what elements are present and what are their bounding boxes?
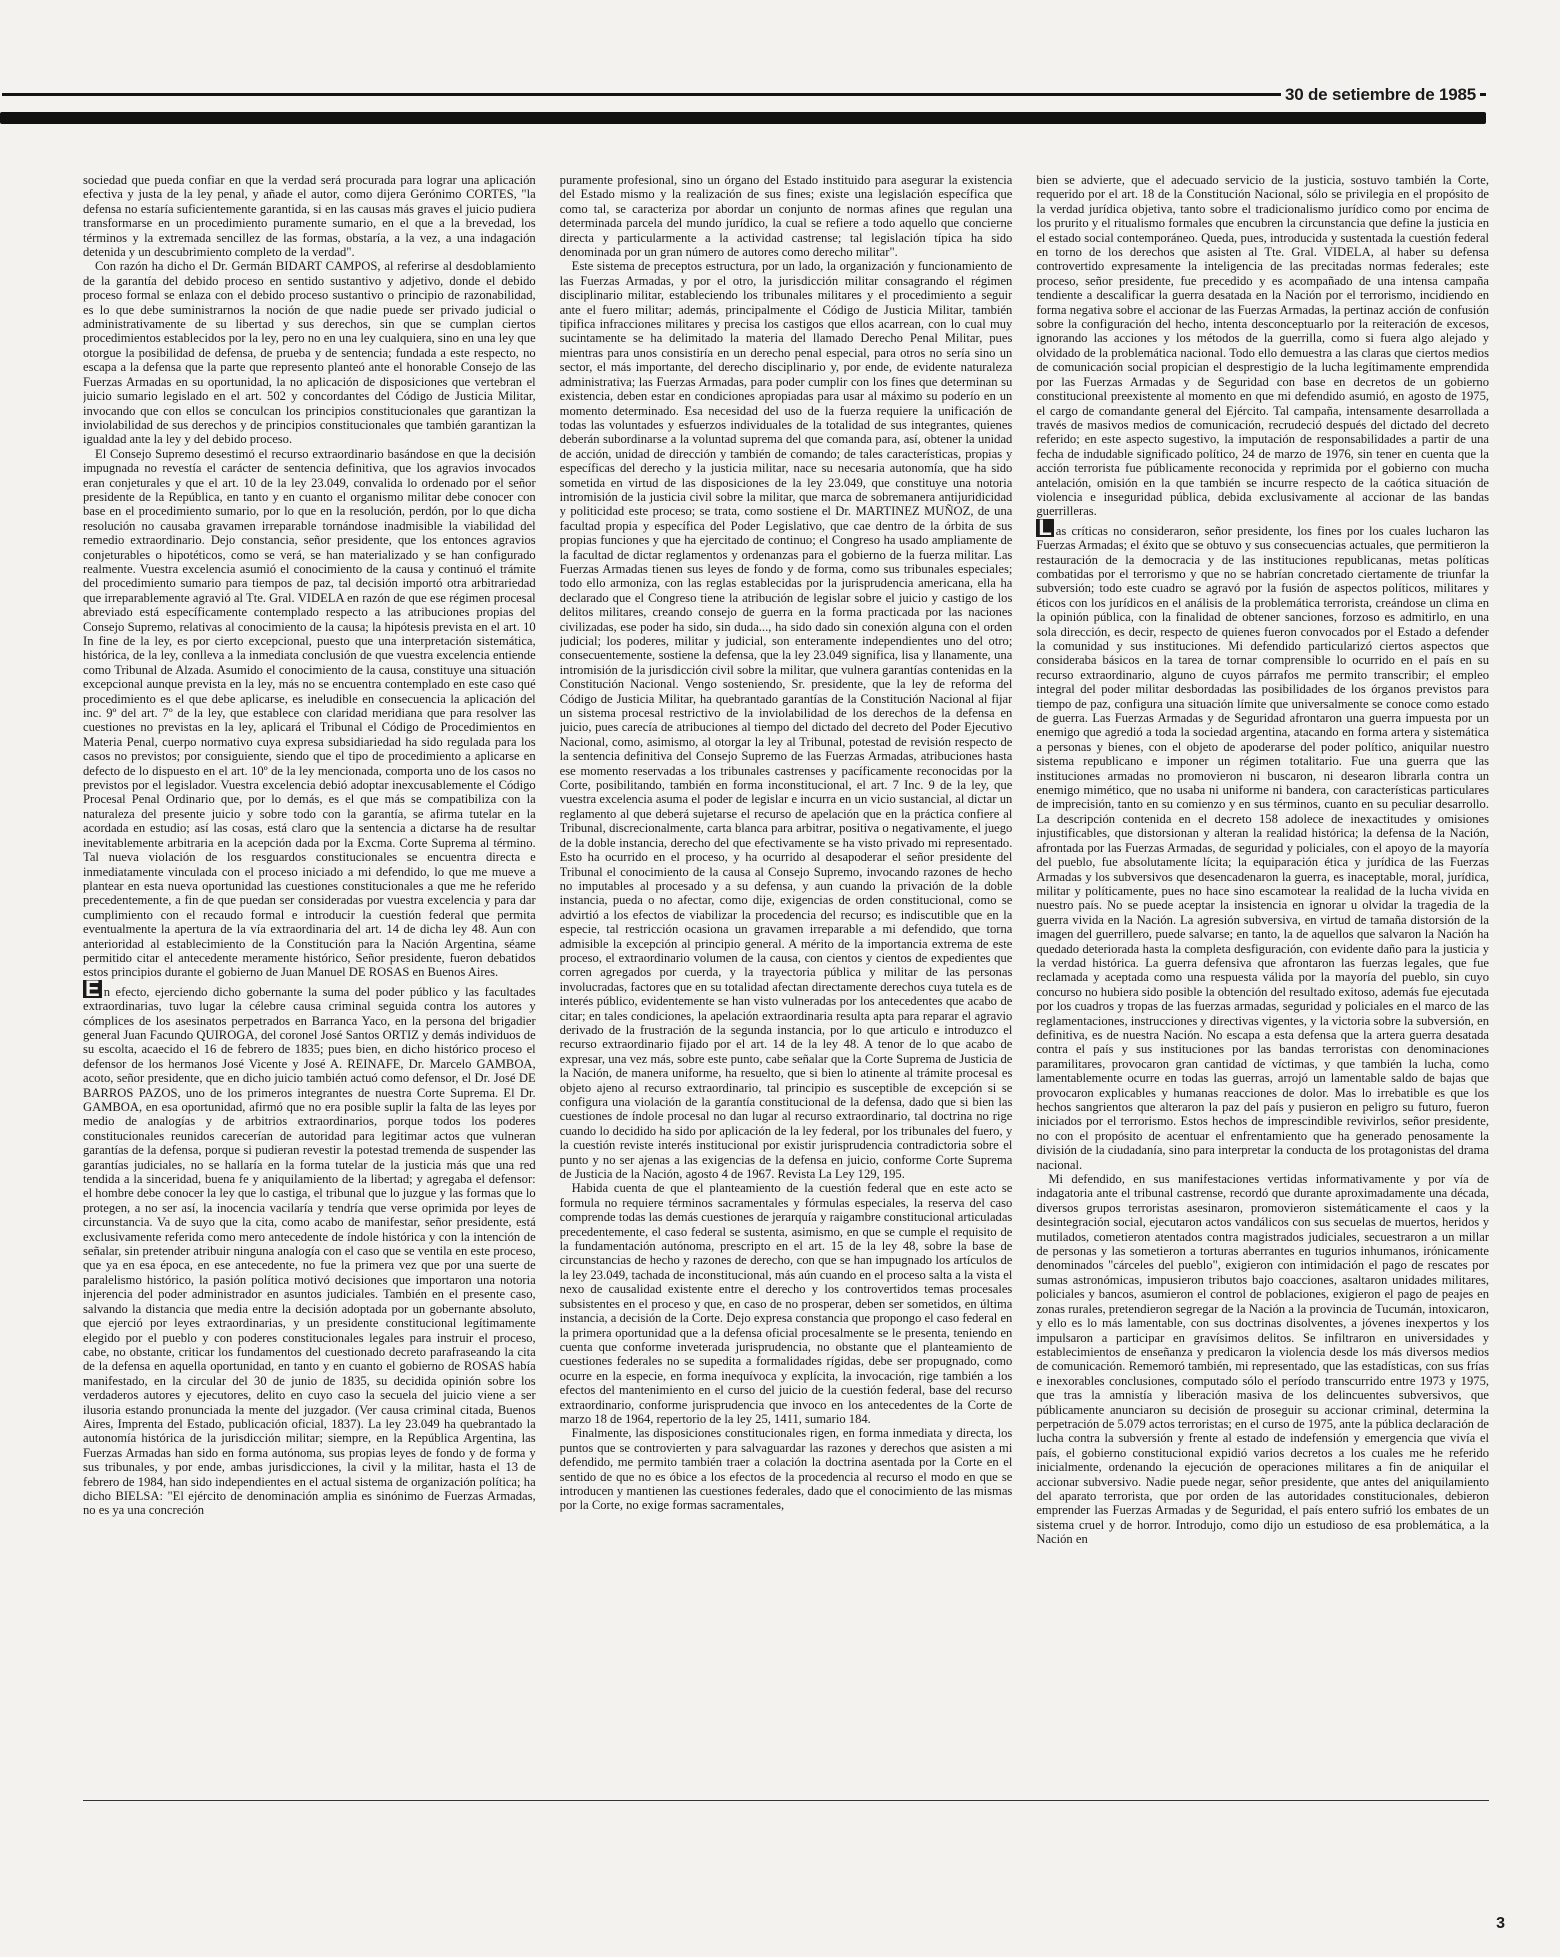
column-3 <box>1036 173 1489 1783</box>
paragraph-text: puramente profesional, sino un órgano del Estado instituido para asegurar la existencia del Estado mismo y la realización de sus fines; existe una legislación específica que como tal, se caracteriza por abordar un conjunto de normas afines que regulan una determinada parcela del mundo jurídico, la cual se refiere a todo aquello que concierne directa y particularmente a la actividad castrense; tal legislación típica ha sido denominada por un gran número de autores como derecho militar". <box>559 173 1013 260</box>
header-bar <box>0 112 1486 124</box>
column-2 <box>560 173 1013 1783</box>
header-top-rule <box>2 93 1486 96</box>
paragraph <box>560 1181 1013 1426</box>
page-number: 3 <box>1496 1915 1505 1932</box>
drop-cap: L <box>1038 514 1052 540</box>
drop-cap: E <box>85 975 100 1001</box>
paragraph <box>1036 514 1490 1172</box>
paragraph <box>1036 173 1489 519</box>
paragraph <box>83 975 536 1518</box>
paragraph <box>83 447 536 980</box>
paragraph <box>560 1426 1013 1512</box>
paragraph-text: as críticas no consideraron, señor presidente, los fines por los cuales lucharon las Fuerzas Armadas; el éxito que se obtuvo y sus consecuencias actuales, que permitieron la restauración de la democracia y de las instituciones republicanas, metas políticas combatidas por el terrorismo y que no se habrían concretado ciertamente de triunfar la subversión; todo este cuadro se agravó por la fusión de aspectos políticos, militares y éticos con los jurídicos en el análisis de la problemática terrorista, creándose un clima en la opinión pública, con la finalidad de obtener sanciones, forzoso es admitirlo, en una sola dirección, es decir, respecto de quienes fueron convocados por el Estado a defender la comunidad y sus instituciones. Mi defendido particularizó ciertos aspectos que consideraba básicos en la tarea de tornar comprensible lo ocurrido en el país en su recurso extraordinario, alguno de cuyos párrafos me permito transcribir; el empleo integral del poder militar desbordadas las posibilidades de los órganos previstos para tiempo de paz, configura una situación límite que universalmente se conoce como estado de guerra. Las Fuerzas Armadas y de Seguridad afrontaron una guerra impuesta por un enemigo que agredió a toda la sociedad argentina, atacando en forma artera y sistemática a personas y bienes, con el objeto de apoderarse del poder político, aniquilar nuestro sistema republicano e imponer un régimen totalitario. Fue una guerra que las instituciones armadas no promovieron ni buscaron, ni desearon librarla contra un enemigo mimético, que no usaba ni uniforme ni bandera, con características particulares de imprecisión, tanto en su comienzo y en sus términos, cuanto en su peculiar desarrollo. La descripción contenida en el decreto 158 adolece de inexactitudes y omisiones injustificables, que distorsionan y alteran la realidad histórica; la defensa de la Nación, afrontada por las Fuerzas Armadas, de seguridad y policiales, con el apoyo de la mayoría del pueblo, fue absolutamente lícita; la equiparación ética y jurídica de las Fuerzas Armadas y los subversivos que desencadenaron la guerra, es inaceptable, moral, jurídica, militar y políticamente, pues no hace sino escamotear la realidad de la lucha vivida en nuestro país. No se puede aceptar la insistencia en ignorar u olvidar la tragedia de la guerra vivida en la Nación. La agresión subversiva, en virtud de tamaña distorsión de la imagen del guerrillero, puede salvarse; en tanto, la de aquellos que salvaron la Nación ha quedado deteriorada hasta la completa desfiguración, con evidente daño para la justicia y la verdad histórica. La guerra defensiva que afrontaron las fuerzas legales, que fue reclamada y aceptada como una respuesta válida por la mayoría del pueblo, sin cuyo concurso no hubiera sido posible la obtención del resultado exitoso, además fue ejecutada por los cuadros y tropas de las fuerzas armadas, seguridad y policiales en el marco de las reglamentaciones, instrucciones y directivas vigentes, y la victoria sobre la subversión, en definitiva, es de nuestra Nación. No escapa a esta defensa que la artera guerra desatada contra el país y sus instituciones por las bandas terroristas con denominaciones paramilitares, provocaron gran cantidad de víctimas, y que también la lucha, como lamentablemente ocurre en todas las guerras, arrojó un lamentable saldo de bajas que provocaron explicables y humanas reacciones de dolor. Mas lo irrebatible es que los hechos sangrientos que alteraron la paz del país y pusieron en peligro su futuro, fueron iniciados por el terrorismo. Estos hechos de imprescindible revivirlos, señor presidente, no con el propósito de acentuar el enfrentamiento que ha generado penosamente la división de la ciudadanía, sino para interpretar la conducta de los protagonistas del drama nacional. <box>1036 523 1490 1172</box>
paragraph-text: El Consejo Supremo desestimó el recurso extraordinario basándose en que la decisión impugnada no revestía el carácter de sentencia definitiva, que los agravios invocados eran conjeturales y que el art. 10 de la ley 23.049, convalida lo ordenado por el señor presidente de la República, en tanto y en cuanto el organismo militar debe conocer con base en el procedimiento sumario, por lo que en la resolución, perdón, por lo que dicha resolución no causaba gravamen irreparable tornándose inadmisible la viabilidad del remedio extraordinario. Dejo constancia, señor presidente, que los entonces agravios conjeturables o hipotéticos, como se verá, se han materializado y se han configurado realmente. Vuestra excelencia asumió el conocimiento de la causa y continuó el trámite del procedimiento sumario para tiempos de paz, tal decisión importó otra arbitrariedad que irreparablemente agravió al Tte. Gral. VIDELA en razón de que ese régimen procesal abreviado está específicamente contemplado respecto a las atribuciones propias del Consejo Supremo, relativas al conocimiento de la causa; la hipótesis prevista en el art. 10 In fine de la ley, es por cierto excepcional, puesto que una interpretación sistemática, histórica, de la ley, conlleva a la inmediata conclusión de que vuestra excelencia entiende como Tribunal de Alzada. Asumido el conocimiento de la causa, constituye una situación excepcional aunque prevista en la ley, más no se encuentra contemplado en este caso qué procedimiento es el que debe aplicarse, es ineludible en consecuencia la aplicación del inc. 9º del art. 7º de la ley, que establece con claridad meridiana que para resolver las cuestiones no previstas en la ley, aplicará el Tribunal el Código de Procedimientos en Materia Penal, cuerpo normativo cuya expresa subsidiariedad ha sido regulada para los casos no previstos; por consiguiente, siendo que el tipo de procedimiento a aplicarse en defecto de lo dispuesto en el art. 10º de la ley mencionada, comporta uno de los casos no previstos por el legislador. Vuestra excelencia debió adoptar inexcusablemente el Código Procesal Penal Ordinario que, por lo demás, es el que más se compatibiliza con la naturaleza del presente juicio y sobre todo con la garantía, se afirma tutelar en la acordada en estudio; así las cosas, está claro que la sentencia a dictarse ha de resultar inevitablemente arbitraria en la acepción dada por la Excma. Corte Suprema al término. Tal nueva violación de los resguardos constitucionales se encuentra directa e inmediatamente vinculada con el proceso iniciado a mi defendido, lo que me mueve a plantear en esta nueva oportunidad las cuestiones constitucionales a que me he referido precedentemente, a fin de que puedan ser consideradas por vuestra excelencia y para dar cumplimiento con el recaudo formal e introducir la cuestión federal que permita eventualmente la apertura de la vía extraordinaria del art. 14 de dicha ley 48. Aun con anterioridad al establecimiento de la Constitución para la Nación Argentina, séame permitido citar el antecedente meramente histórico, Señor presidente, fueron debatidos estos principios durante el gobierno de Juan Manuel DE ROSAS en Buenos Aires. <box>83 446 536 980</box>
footer-rule <box>83 1800 1489 1801</box>
paragraph-text: sociedad que pueda confiar en que la verdad será procurada para lograr una aplicación efectiva y justa de la ley penal, y añade el autor, como dijera Gerónimo CORTES, "la defensa no estaría suficientemente garantida, si en las causas más graves el juicio pudiera transformarse en un procedimiento puramente sumario, en el que a la brevedad, los términos y la extremada sencillez de las formas, obstaría, a la vez, a una indagación detenida y un descubrimiento completo de la verdad". <box>83 173 536 260</box>
paragraph-text: bien se advierte, que el adecuado servicio de la justicia, sostuvo también la Corte, requerido por el art. 18 de la Constitución Nacional, sólo se privilegia en el propósito de la verdad jurídica objetiva, tanto sobre el tradicionalismo jurídico como por encima de los prurito y el ritualismo formales que encubren la circunstancia que define la justicia en el estado social contemporáneo. Queda, pues, introducida y sustentada la cuestión federal en torno de los derechos que asisten al Tte. Gral. VIDELA, al haber su defensa controvertido expresamente la inteligencia de las precitadas normas federales; este proceso, señor presidente, fue precedido y es acompañado de una intensa campaña tendiente a descalificar la guerra desatada en la Nación por el terrorismo, incidiendo en forma negativa sobre el accionar de las Fuerzas Armadas, la pertinaz acción de confusión sobre la configuración del hecho, intenta desconceptuarlo por la reiteración de excesos, ignorando las acciones y los métodos de la guerrilla, como si fuera algo alejado y olvidado de la problemática nacional. Todo ello demuestra a las claras que ciertos medios de comunicación social propician el desprestigio de la lucha legítimamente emprendida por las Fuerzas Armadas y de Seguridad con base en decretos de un gobierno constitucional preexistente al momento en que mi defendido asumió, en agosto de 1975, el cargo de comandante general del Ejército. Tal campaña, intensamente desarrollada a través de masivos medios de comunicación, recrudeció después del dictado del decreto referido; en este aspecto sugestivo, la imputación de responsabilidades a partir de una fecha de indudable significado político, 24 de marzo de 1976, sin tener en cuenta que la acción terrorista fue públicamente reconocida y reprimida por el gobierno con mucha antelación, omisión en la que también se incurre respecto de la caótica situación de violencia e inseguridad pública, debida exclusivamente al accionar de las bandas guerrilleras. <box>1036 173 1490 519</box>
paragraph-text: Habida cuenta de que el planteamiento de la cuestión federal que en este acto se formula no requiere términos sacramentales y fórmulas especiales, la reserva del caso comprende todas las demás cuestiones de jerarquía y raigambre constitucional articuladas precedentemente, el caso federal se sustenta, asimismo, en que se cumple el requisito de la fundamentación autónoma, prescripto en el art. 15 de la ley 48, sobre la base de circunstancias de hecho y razones de derecho, con que se han impugnado los artículos de la ley 23.049, tachada de inconstitucional, más aún cuando en el proceso salta a la vista el nexo de causalidad existente entre el derecho y los controvertidos temas procesales subsistentes en el proceso y que, en caso de no prosperar, deben ser sometidos, en última instancia, a decisión de la Corte. Dejo expresa constancia que propongo el caso federal en la primera oportunidad que a la defensa oficial procesalmente se le presenta, teniendo en cuenta que conforme inveterada jurisprudencia, no obstante que el planteamiento de cuestiones federales no se supedita a formalidades rígidas, debe ser propugnado, como ocurre en la especie, en forma inequívoca y explícita, la invocación, rige también a los efectos del mantenimiento en el curso del juicio de la cuestión federal, base del recurso extraordinario, conforme jurisprudencia que invoco en los antecedentes de la Corte de marzo 18 de 1964, repertorio de la ley 25, 1411, sumario 184. <box>559 1181 1013 1426</box>
paragraph-text: Finalmente, las disposiciones constitucionales rigen, en forma inmediata y directa, los puntos que se controvierten y para salvaguardar las razones y derechos que asisten a mi defendido, me permito también traer a colación la doctrina asentada por la Corte en el sentido de que no es óbice a los efectos de la procedencia al recurso el modo en que se introducen y mantienen las cuestiones federales, dado que el conocimiento de las mismas por la Corte, no exige formas sacramentales, <box>559 1426 1013 1513</box>
paragraph <box>1036 1172 1489 1547</box>
column-1 <box>83 173 536 1783</box>
issue-date: 30 de setiembre de 1985 <box>1281 85 1480 105</box>
article-body <box>83 173 1489 1783</box>
paragraph-text: Con razón ha dicho el Dr. Germán BIDART CAMPOS, al referirse al desdoblamiento de la garantía del debido proceso en sentido sustantivo y adjetivo, donde el debido proceso formal se enlaza con el debido proceso sustantivo o principio de razonabilidad, es lo que debe suministrarnos la noción de que nadie puede ser privado judicial o administrativamente de su libertad y sus derechos, sin que se cumplan ciertos procedimientos establecidos por la ley, pero no en una ley cualquiera, sino en una ley que otorgue la posibilidad de defensa, de prueba y de sentencia; fundada a este respecto, no escapa a la defensa que la parte que represento planteó ante el honorable Consejo de las Fuerzas Armadas en su oportunidad, la no aplicación de disposiciones que vertebran el juicio sumario legislado en el art. 502 y concordantes del Código de Justicia Militar, invocando que con ellos se conculcan los principios constitucionales que garantizan la inviolabilidad de sus derechos y de principios constitucionales que también garantizan la igualdad ante la ley y del debido proceso. <box>83 259 536 447</box>
paragraph <box>560 173 1013 259</box>
paragraph <box>560 259 1013 1181</box>
paragraph <box>83 173 536 259</box>
paragraph-text: Mi defendido, en sus manifestaciones vertidas informativamente y por vía de indagatoria ante el tribunal castrense, recordó que durante aproximadamente una década, diversos grupos terroristas asesinaron, promovieron sistemáticamente el caos y la desintegración social, ejecutaron actos vandálicos con sus secuelas de muertos, heridos y mutilados, cometieron atentados contra magistrados judiciales, secuestraron a un millar de personas y las sometieron a torturas aberrantes en tugurios inhumanos, irónicamente denominados "cárceles del pueblo", exigieron con intimidación el pago de rescates por sumas astronómicas, impusieron tributos bajo coacciones, asaltaron unidades militares, policiales y bancos, asumieron el control de poblaciones, exigieron el pago de peajes en zonas rurales, pretendieron segregar de la Nación a la provincia de Tucumán, intoxicaron, y ello es lo más lamentable, con sus doctrinas disolventes, a jóvenes inexpertos y los impulsaron a participar en gravísimos delitos. Se infiltraron en universidades y establecimientos de enseñanza y predicaron la violencia desde los más diversos medios de comunicación. Rememoró también, mi representado, que las estadísticas, con sus frías e inexorables conclusiones, computado sólo el período transcurrido entre 1973 y 1975, que tras la amnistía y liberación masiva de los delincuentes subversivos, que públicamente anunciaron su decisión de proseguir su accionar criminal, determina la perpetración de 5.079 actos terroristas; en el curso de 1975, ante la pública declaración de lucha contra la subversión y frente al estado de indefensión y emergencia que vivía el país, el gobierno constitucional expidió varios decretos a los cuales me he referido inicialmente, ordenando la ejecución de operaciones militares a fin de aniquilar el accionar subversivo. Nadie puede negar, señor presidente, que antes del aniquilamiento del aparato terrorista, que por orden de las autoridades constitucionales, debieron emprender las Fuerzas Armadas y de Seguridad, el país entero sufrió los embates de un sistema cruel y de horror. Introdujo, como dijo un estudioso de esa problemática, a la Nación en <box>1036 1172 1490 1547</box>
paragraph <box>83 259 536 446</box>
paragraph-text: Este sistema de preceptos estructura, por un lado, la organización y funcionamiento de las Fuerzas Armadas, y por el otro, la jurisdicción militar consagrando el régimen disciplinario militar, estableciendo los tribunales militares y el procedimiento a seguir ante el fuero militar; además, principalmente el Código de Justicia Militar, también tipifica infracciones militares y precisa los castigos que ellos acarrean, con lo cual muy sucintamente se ha delimitado la materia del llamado Derecho Penal Militar, pues mientras para unos consistiría en un derecho penal especial, para otros no sería sino un sector, el más importante, del derecho disciplinario y, por ende, de evidente naturaleza administrativa; las Fuerzas Armadas, para poder cumplir con los fines que determinan su existencia, deben estar en condiciones apropiadas para usar al máximo su poderío en un momento determinado. Esa necesidad del uso de la fuerza requiere la unificación de todas las voluntades y esfuerzos individuales de la totalidad de sus integrantes, quienes deberán subordinarse a la voluntad suprema del que comanda para, así, obtener la unidad de acción, unidad de dirección y también de comando; de tales características, propias y específicas del derecho y la justicia militar, nace su necesaria autonomía, que ha sido sometida en virtud de las disposiciones de la ley 23.049, que constituye una notoria intromisión de la justicia civil sobre la militar, que marca de sobremanera antijuridicidad y politicidad este proceso; se trata, como sostiene el Dr. MARTINEZ MUÑOZ, de una facultad propia y específica del Poder Legislativo, que cae dentro de la órbita de sus propias funciones y que ha ejercitado de continuo; el Congreso ha usado ampliamente de la facultad de dictar reglamentos y ordenanzas para el gobierno de la fuerza militar. Las Fuerzas Armadas tienen sus leyes de fondo y de forma, como sus tribunales especiales; todo ello armoniza, con las reglas establecidas por la jurisprudencia americana, ella ha declarado que el Congreso tiene la atribución de legislar sobre el juicio y castigo de los delitos militares, creando consejo de guerra en la forma practicada por las naciones civilizadas, ese poder ha sido, sin duda..., ha sido dado sin conexión alguna con el orden judicial; los poderes, militar y judicial, son enteramente independientes uno del otro; consecuentemente, sostiene la defensa, que la ley 23.049 significa, lisa y llanamente, una intromisión de la jurisdicción civil sobre la militar, que vulnera garantías contenidas en la Constitución Nacional. Vengo sosteniendo, Sr. presidente, que la ley de reforma del Código de Justicia Militar, ha quebrantado garantías de la Constitución Nacional al fijar un sistema procesal restrictivo de la inviolabilidad de los derechos de la defensa en juicio, pues carecía de atribuciones al tiempo del dictado del decreto del Poder Ejecutivo Nacional, como, asimismo, al otorgar la ley al Tribunal, potestad de revisión respecto de la sentencia definitiva del Consejo Supremo de las Fuerzas Armadas, atribuciones hasta ese momento reservadas a los tribunales castrenses y pacíficamente reconocidas por la Corte, posibilitando, también en forma inconstitucional, el art. 7 Inc. 9 de la ley, que vuestra excelencia asuma el poder de legislar e incurra en un vicio sustancial, al dictar un reglamento al que deberá sujetarse el recurso de apelación que en la práctica confiere al Tribunal, discrecionalmente, carta blanca para arbitrar, positiva o negativamente, el juego de la doble instancia, derecho del que efectivamente se ha visto privado mi representado. Esto ha ocurrido en el proceso, y ha ocurrido al desapoderar el señor presidente del Tribunal el conocimiento de la causa al Consejo Supremo, invocando razones de hecho no imputables al procesado y a su defensa, y aun cuando la privación de la doble instancia, pueda o no afectar, como dije, exigencias de orden constitucional, como se advirtió a los efectos de viabilizar la procedencia del recurso; es indiscutible que en la especie, tal restricción ocasiona un gravamen irreparable a mi defendido, que torna admisible la excepción al principio general. A mérito de la importancia extrema de este proceso, el extraordinario volumen de la causa, con cientos y cientos de expedientes que corren agregados por cuerda, y la trayectoria pública y militar de las personas involucradas, factores que en su totalidad afectan directamente derechos cuya tutela es de interés público, evidentemente se han visto vulneradas por los antecedentes que acabo de citar; en tales condiciones, la apelación extraordinaria resulta apta para reparar el agravio derivado de la frustración de la segunda instancia, por lo que articulo e introduzco el recurso extraordinario fijado por el art. 14 de la ley 48. A tenor de lo que acabo de expresar, una vez más, sobre este punto, cabe señalar que la Corte Suprema de Justicia de la Nación, de manera uniforme, ha resuelto, que si bien lo atinente al trámite procesal es objeto ajeno al recurso extraordinario, tal principio es susceptible de excepción si se configura una violación de la garantía constitucional de la defensa, dado que si bien las cuestiones de índole procesal no dan lugar al recurso extraordinario, tal doctrina no rige cuando lo decidido ha sido por aplicación de la ley federal, por los tribunales del fuero, y la cuestión reviste interés institucional por existir jurisprudencia contradictoria sobre el punto y no ser ajenas a las exigencias de la defensa en juicio, conforme Corte Suprema de Justicia de la Nación, agosto 4 de 1967. Revista La Ley 129, 195. <box>559 259 1013 1182</box>
paragraph-text: n efecto, ejerciendo dicho gobernante la suma del poder público y las facultades extraordinarias, tuvo lugar la célebre causa criminal seguida contra los autores y cómplices de los asesinatos perpetrados en Barranca Yaco, en la persona del brigadier general Juan Facundo QUIROGA, del coronel José Santos ORTIZ y demás individuos de su escolta, acaecido el 16 de febrero de 1835; pues bien, en dicho histórico proceso el defensor de los hermanos José Vicente y José A. REINAFE, Dr. Marcelo GAMBOA, acoto, señor presidente, que en dicho juicio también actuó como defensor, el Dr. José DE BARROS PAZOS, uno de los primeros integrantes de nuestra Corte Suprema. El Dr. GAMBOA, en esa oportunidad, afirmó que no era posible suplir la falta de las leyes por medio de analogías y de arbitrios extraordinarios, porque todos los poderes constitucionales reunidos carecerían de autoridad para legitimar actos que vulneran garantías de la defensa, porque si pudieran revestir la potestad tremenda de suspender las garantías judiciales, no se hallaría en la forma tutelar de la justicia más que una red tendida a la sinceridad, buena fe y aniquilamiento de la libertad; y agregaba el defensor: el hombre debe conocer la ley que lo castiga, el tribunal que lo juzgue y las formas que lo protegen, a no ser así, la inocencia vacilaría y tendría que verse oprimida por leyes de circunstancia. Va de suyo que la cita, como acabo de manifestar, señor presidente, está exclusivamente referida como mero antecedente de índole histórica y con la intención de señalar, sin pretender atribuir ninguna analogía con el caso que se ventila en este proceso, que ya en esa época, en ese antecedente, no fue la primera vez que por una suerte de paralelismo histórico, la pasión política motivó decisiones que importaron una notoria injerencia del poder administrador en asuntos judiciales. También en el presente caso, salvando la distancia que media entre la decisión adoptada por un gobernante absoluto, que ejerció por leyes extraordinarias, y un presidente constitucional legítimamente elegido por el pueblo y con poderes constitucionales legales para instruir el proceso, cabe, no obstante, criticar los fundamentos del cuestionado decreto parafraseando la cita de la defensa en aquella oportunidad, en tanto y en cuanto el gobierno de ROSAS había manifestado, en la circular del 30 de junio de 1835, su decidida opinión sobre los verdaderos autores y ejecutores, delito en cuyo caso la secuela del juicio viene a ser ilusoria estando pronunciada la mente del juzgador. (Ver causa criminal citada, Buenos Aires, Imprenta del Estado, publicación oficial, 1837). La ley 23.049 ha quebrantado la autonomía histórica de la jurisdicción militar; siempre, en la República Argentina, las Fuerzas Armadas han sido en forma autónoma, sus propias leyes de fondo y de forma y sus tribunales, y por ende, ambas jurisdicciones, la civil y la militar, hasta el 13 de febrero de 1984, han sido independientes en el actual sistema de organización política; ha dicho BIELSA: "El ejército de denominación amplia es sinónimo de Fuerzas Armadas, no es ya una concreción <box>83 984 536 1518</box>
